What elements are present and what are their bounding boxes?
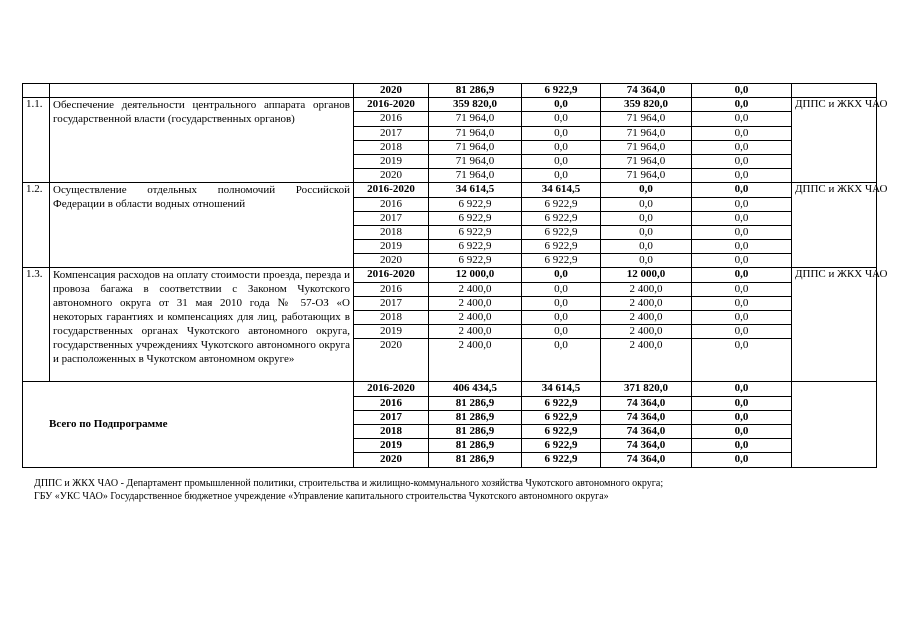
total-title: Всего по Подпрограмме — [23, 382, 354, 467]
value-cell: 71 964,0 — [601, 112, 692, 126]
year-cell: 2016 — [354, 112, 429, 126]
total-cell: 81 286,9 — [429, 453, 522, 467]
total-cell: 71 964,0 — [429, 140, 522, 154]
footnotes — [34, 477, 663, 503]
value-cell: 0,0 — [692, 339, 792, 382]
value-cell: 0,0 — [522, 268, 601, 282]
total-cell: 406 434,5 — [429, 382, 522, 396]
value-cell: 0,0 — [692, 396, 792, 410]
value-cell: 0,0 — [692, 268, 792, 282]
table-cell — [23, 84, 50, 98]
item-number: 1.2. — [23, 183, 50, 268]
year-cell: 2020 — [354, 169, 429, 183]
value-cell: 0,0 — [692, 98, 792, 112]
value-cell: 74 364,0 — [601, 410, 692, 424]
value-cell: 6 922,9 — [522, 225, 601, 239]
item-description: Компенсация расходов на оплату стоимости проезда, перезда и провоза багажа в соответствии с Законом Чукотского автономного округа от 31 мая 2010 года № 57-ОЗ «О некоторых гарантиях и компенсациях для лиц, работающих в государственных органах Чукотского автономного округа, государственных учреждениях Чукотского автономного округа и расположенных в Чукотском автономном округе» — [50, 268, 354, 382]
table-cell — [792, 84, 877, 98]
year-cell: 2020 — [354, 339, 429, 382]
value-cell: 0,0 — [601, 254, 692, 268]
value-cell: 74 364,0 — [601, 439, 692, 453]
value-cell: 0,0 — [692, 311, 792, 325]
table-cell — [792, 382, 877, 467]
value-cell: 0,0 — [522, 98, 601, 112]
year-cell: 2018 — [354, 140, 429, 154]
value-cell: 0,0 — [692, 197, 792, 211]
value-cell: 0,0 — [692, 140, 792, 154]
value-cell: 0,0 — [692, 410, 792, 424]
value-cell: 0,0 — [601, 183, 692, 197]
value-cell: 0,0 — [601, 197, 692, 211]
value-cell: 0,0 — [601, 211, 692, 225]
table-cell — [50, 84, 354, 98]
year-cell: 2016-2020 — [354, 183, 429, 197]
total-cell: 81 286,9 — [429, 396, 522, 410]
value-cell: 0,0 — [692, 211, 792, 225]
total-cell: 81 286,9 — [429, 84, 522, 98]
value-cell: 0,0 — [522, 126, 601, 140]
value-cell: 0,0 — [522, 339, 601, 382]
total-cell: 81 286,9 — [429, 410, 522, 424]
value-cell: 6 922,9 — [522, 410, 601, 424]
value-cell: 0,0 — [692, 126, 792, 140]
budget-table — [22, 83, 888, 468]
table-row — [23, 382, 877, 396]
value-cell: 2 400,0 — [601, 339, 692, 382]
value-cell: 2 400,0 — [601, 296, 692, 310]
year-cell: 2017 — [354, 410, 429, 424]
total-cell: 71 964,0 — [429, 154, 522, 168]
value-cell: 12 000,0 — [601, 268, 692, 282]
value-cell: 371 820,0 — [601, 382, 692, 396]
total-cell: 81 286,9 — [429, 424, 522, 438]
footnote-line: ДППС и ЖКХ ЧАО - Департамент промышленной политики, строительства и жилищно-коммунального хозяйства Чукотского автономного округа; — [34, 478, 664, 489]
total-cell: 71 964,0 — [429, 112, 522, 126]
total-cell: 34 614,5 — [429, 183, 522, 197]
value-cell: 0,0 — [601, 240, 692, 254]
value-cell: 0,0 — [522, 311, 601, 325]
table-row — [23, 183, 877, 197]
value-cell: 6 922,9 — [522, 439, 601, 453]
value-cell: 0,0 — [692, 453, 792, 467]
year-cell: 2016 — [354, 282, 429, 296]
value-cell: 6 922,9 — [522, 211, 601, 225]
value-cell: 0,0 — [522, 140, 601, 154]
executor-cell: ДППС и ЖКХ ЧАО — [792, 98, 877, 183]
value-cell: 0,0 — [692, 282, 792, 296]
year-cell: 2016-2020 — [354, 98, 429, 112]
value-cell: 0,0 — [692, 382, 792, 396]
item-number: 1.3. — [23, 268, 50, 382]
value-cell: 0,0 — [692, 439, 792, 453]
value-cell: 0,0 — [522, 169, 601, 183]
year-cell: 2016 — [354, 396, 429, 410]
year-cell: 2017 — [354, 296, 429, 310]
value-cell: 74 364,0 — [601, 453, 692, 467]
year-cell: 2020 — [354, 254, 429, 268]
total-cell: 2 400,0 — [429, 325, 522, 339]
year-cell: 2019 — [354, 439, 429, 453]
value-cell: 0,0 — [692, 254, 792, 268]
total-cell: 359 820,0 — [429, 98, 522, 112]
value-cell: 0,0 — [692, 169, 792, 183]
year-cell: 2019 — [354, 325, 429, 339]
executor-cell: ДППС и ЖКХ ЧАО — [792, 268, 877, 382]
table-row — [23, 268, 877, 282]
value-cell: 0,0 — [692, 183, 792, 197]
year-cell: 2017 — [354, 126, 429, 140]
value-cell: 71 964,0 — [601, 140, 692, 154]
value-cell: 0,0 — [522, 154, 601, 168]
value-cell: 0,0 — [692, 240, 792, 254]
table-row — [23, 98, 877, 112]
value-cell: 0,0 — [522, 282, 601, 296]
year-cell: 2018 — [354, 311, 429, 325]
value-cell: 0,0 — [692, 154, 792, 168]
total-cell: 6 922,9 — [429, 197, 522, 211]
total-cell: 2 400,0 — [429, 311, 522, 325]
year-cell: 2016-2020 — [354, 268, 429, 282]
value-cell: 6 922,9 — [522, 254, 601, 268]
item-number: 1.1. — [23, 98, 50, 183]
value-cell: 71 964,0 — [601, 169, 692, 183]
total-cell: 81 286,9 — [429, 439, 522, 453]
value-cell: 6 922,9 — [522, 240, 601, 254]
value-cell: 0,0 — [692, 225, 792, 239]
year-cell: 2018 — [354, 424, 429, 438]
total-cell: 6 922,9 — [429, 225, 522, 239]
value-cell: 0,0 — [522, 325, 601, 339]
year-cell: 2020 — [354, 453, 429, 467]
total-cell: 2 400,0 — [429, 339, 522, 382]
value-cell: 0,0 — [692, 424, 792, 438]
value-cell: 6 922,9 — [522, 453, 601, 467]
year-cell: 2019 — [354, 154, 429, 168]
total-cell: 2 400,0 — [429, 282, 522, 296]
value-cell: 6 922,9 — [522, 424, 601, 438]
value-cell: 2 400,0 — [601, 282, 692, 296]
total-cell: 6 922,9 — [429, 211, 522, 225]
value-cell: 2 400,0 — [601, 311, 692, 325]
value-cell: 71 964,0 — [601, 126, 692, 140]
value-cell: 359 820,0 — [601, 98, 692, 112]
value-cell: 0,0 — [692, 325, 792, 339]
value-cell: 34 614,5 — [522, 382, 601, 396]
value-cell: 34 614,5 — [522, 183, 601, 197]
value-cell: 2 400,0 — [601, 325, 692, 339]
value-cell: 0,0 — [601, 225, 692, 239]
item-description: Обеспечение деятельности центрального аппарата органов государственной власти (государственных органов) — [50, 98, 354, 183]
value-cell: 0,0 — [692, 112, 792, 126]
year-cell: 2016 — [354, 197, 429, 211]
total-cell: 6 922,9 — [429, 240, 522, 254]
value-cell: 6 922,9 — [522, 84, 601, 98]
total-cell: 6 922,9 — [429, 254, 522, 268]
value-cell: 0,0 — [692, 84, 792, 98]
year-cell: 2020 — [354, 84, 429, 98]
total-cell: 2 400,0 — [429, 296, 522, 310]
total-cell: 71 964,0 — [429, 126, 522, 140]
total-cell: 71 964,0 — [429, 169, 522, 183]
value-cell: 74 364,0 — [601, 396, 692, 410]
item-description: Осуществление отдельных полномочий Российской Федерации в области водных отношений — [50, 183, 354, 268]
value-cell: 0,0 — [522, 296, 601, 310]
value-cell: 0,0 — [522, 112, 601, 126]
table-row — [23, 84, 877, 98]
value-cell: 74 364,0 — [601, 84, 692, 98]
value-cell: 6 922,9 — [522, 197, 601, 211]
total-cell: 12 000,0 — [429, 268, 522, 282]
footnote-line: ГБУ «УКС ЧАО» Государственное бюджетное учреждение «Управление капитального строительства Чукотского автономного округа» — [34, 491, 609, 502]
value-cell: 6 922,9 — [522, 396, 601, 410]
executor-cell: ДППС и ЖКХ ЧАО — [792, 183, 877, 268]
year-cell: 2017 — [354, 211, 429, 225]
year-cell: 2019 — [354, 240, 429, 254]
year-cell: 2018 — [354, 225, 429, 239]
year-cell: 2016-2020 — [354, 382, 429, 396]
value-cell: 74 364,0 — [601, 424, 692, 438]
value-cell: 71 964,0 — [601, 154, 692, 168]
value-cell: 0,0 — [692, 296, 792, 310]
